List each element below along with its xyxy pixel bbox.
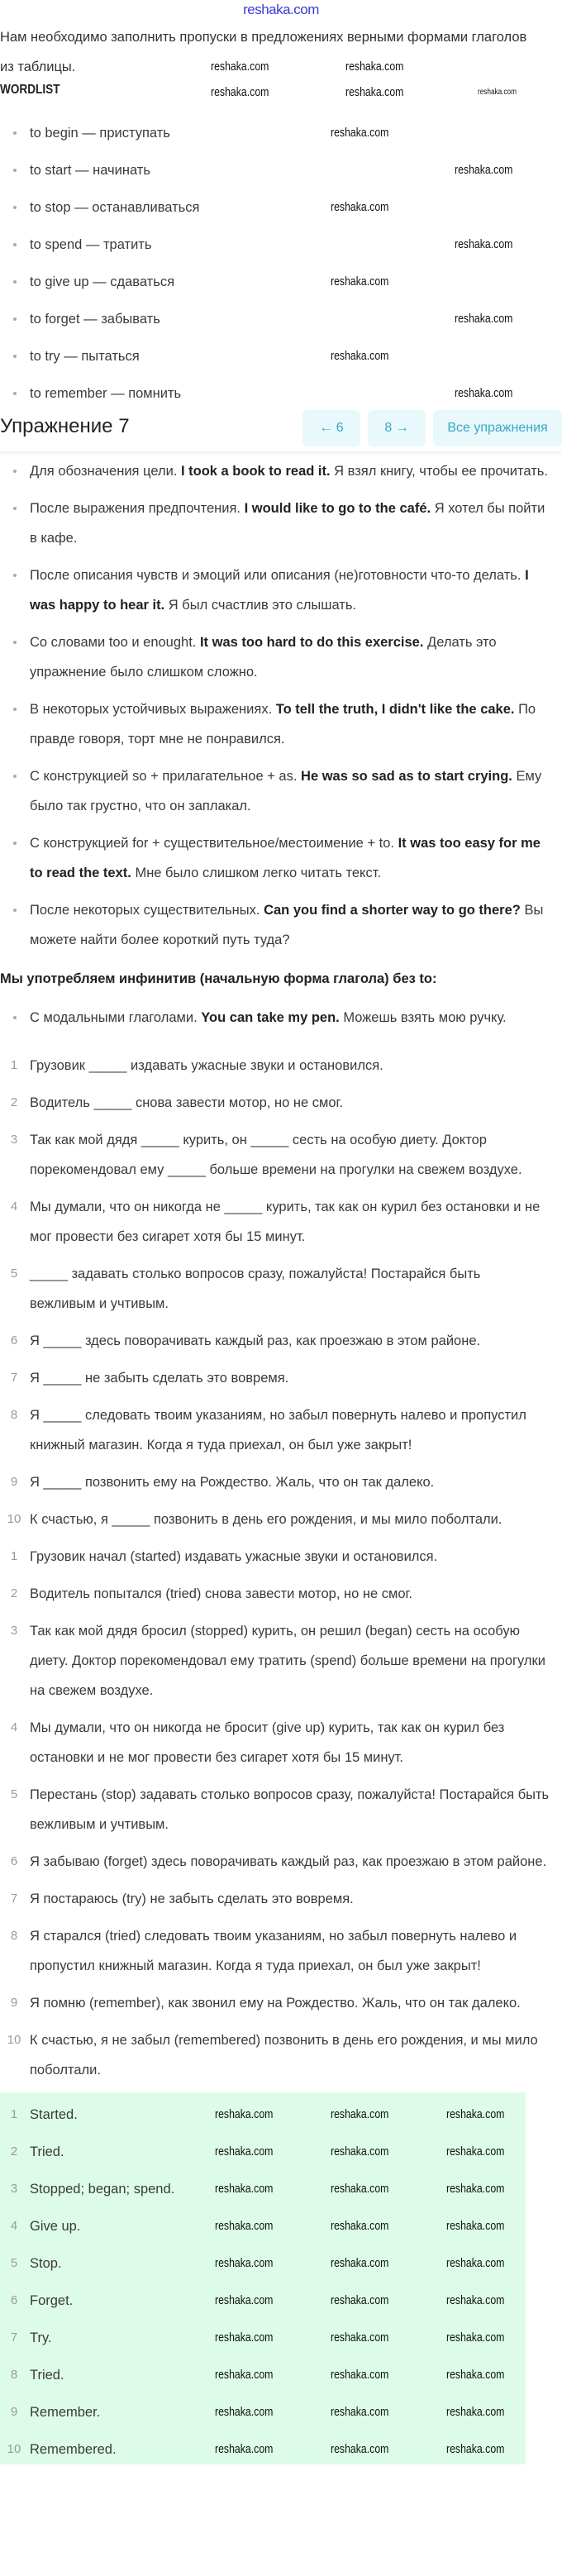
rule-example: You can take my pen. xyxy=(201,1010,340,1025)
rule-item xyxy=(0,1003,554,1033)
rule-example: Can you find a shorter way to go there? xyxy=(264,903,521,918)
wordlist-item xyxy=(0,118,545,148)
answer-item xyxy=(0,2249,526,2278)
answer-item-text: Try. xyxy=(30,2330,52,2345)
watermark-text: reshaka.com xyxy=(446,2442,505,2456)
next-exercise-label: 8 xyxy=(384,421,393,435)
translation-list xyxy=(0,1542,558,2085)
answer-item-text: Stopped; began; spend. xyxy=(30,2182,175,2197)
watermark-text: reshaka.com xyxy=(446,2256,505,2270)
translation-item xyxy=(0,1847,558,1877)
answer-item-text: Tried. xyxy=(30,2144,64,2159)
item-number: 2 xyxy=(10,1095,18,1109)
bullet-icon xyxy=(13,169,17,172)
section-heading-bare-infinitive: Мы употребляем инфинитив (начальную форма глагола) без to: xyxy=(0,971,437,986)
watermark-text: reshaka.com xyxy=(215,2219,274,2233)
wordlist-item xyxy=(0,193,545,222)
watermark-text: reshaka.com xyxy=(331,2368,389,2382)
item-number: 6 xyxy=(10,2293,18,2307)
all-exercises-button[interactable]: Все упражнения xyxy=(433,410,562,446)
item-number: 9 xyxy=(10,1996,18,2010)
watermark-text: reshaka.com xyxy=(446,2368,505,2382)
task-item xyxy=(0,1051,545,1080)
task-item-text: Водитель _____ снова завести мотор, но не смог. xyxy=(30,1095,344,1110)
prev-exercise-button[interactable] xyxy=(302,410,360,446)
translation-item xyxy=(0,2025,558,2085)
wordlist-item xyxy=(0,304,545,334)
task-item xyxy=(0,1326,545,1356)
watermark-text: reshaka.com xyxy=(331,349,389,363)
watermark-text: reshaka.com xyxy=(215,2107,274,2121)
item-number: 8 xyxy=(10,2368,18,2382)
watermark-text: reshaka.com xyxy=(446,2293,505,2307)
bullet-icon xyxy=(13,708,17,711)
item-number: 9 xyxy=(10,2405,18,2419)
wordlist-item xyxy=(0,379,545,408)
answer-item-text: Give up. xyxy=(30,2219,81,2234)
translation-item-text: Я помню (remember), как звонил ему на Рождество. Жаль, что он так далеко. xyxy=(30,1996,521,2011)
translation-item xyxy=(0,1542,558,1572)
task-item xyxy=(0,1505,545,1534)
wordlist-item-text: to remember — помнить xyxy=(30,386,182,401)
task-item-text: Грузовик _____ издавать ужасные звуки и остановился. xyxy=(30,1058,383,1073)
wordlist-title: WORDLIST xyxy=(0,83,60,97)
wordlist-item xyxy=(0,267,545,297)
prev-exercise-label: 6 xyxy=(336,421,344,435)
translation-item xyxy=(0,1713,558,1772)
watermark-text: reshaka.com xyxy=(446,2107,505,2121)
rule-example: It was too hard to do this exercise. xyxy=(199,635,424,650)
wordlist-item-text: to forget — забывать xyxy=(30,312,160,327)
bullet-icon xyxy=(13,909,17,912)
rule-item xyxy=(0,694,554,754)
item-number: 3 xyxy=(10,1133,18,1147)
wordlist-item xyxy=(0,230,545,260)
watermark-text: reshaka.com xyxy=(211,60,269,74)
watermark-text: reshaka.com xyxy=(331,2256,389,2270)
rule-example: I would like to go to the café. xyxy=(244,501,431,516)
answer-item xyxy=(0,2174,526,2204)
item-number: 3 xyxy=(10,2182,18,2196)
bullet-icon xyxy=(13,131,17,135)
item-number: 3 xyxy=(10,1624,18,1638)
wordlist-item-text: to stop — останавливаться xyxy=(30,200,200,215)
answer-item-text: Tried. xyxy=(30,2368,64,2383)
task-item xyxy=(0,1088,545,1118)
rule-translation: Я хотел бы пойти в кафе. xyxy=(30,501,545,546)
wordlist-item-text: to begin — приступать xyxy=(30,126,170,141)
watermark-text: reshaka.com xyxy=(331,2219,389,2233)
item-number: 5 xyxy=(10,1267,18,1281)
item-number: 8 xyxy=(10,1929,18,1943)
rule-item xyxy=(0,828,554,888)
answer-item-text: Stop. xyxy=(30,2256,62,2271)
task-item-text: Я _____ позвонить ему на Рождество. Жаль, что он так далеко. xyxy=(30,1475,435,1490)
task-item-text: _____ задавать столько вопросов сразу, пожалуйста! Постарайся быть вежливым и учтивым. xyxy=(30,1267,481,1311)
item-number: 1 xyxy=(10,1549,18,1563)
watermark-text: reshaka.com xyxy=(478,88,517,97)
watermark-text: reshaka.com xyxy=(215,2293,274,2307)
item-number: 4 xyxy=(10,1200,18,1214)
rule-example: It was too easy for me to read the text. xyxy=(30,836,541,880)
answer-item xyxy=(0,2211,526,2241)
bullet-icon xyxy=(13,842,17,845)
task-item-text: Я _____ следовать твоим указаниям, но забыл повернуть налево и пропустил книжный магазин. Когда я туда приехал, он был уже закрыт! xyxy=(30,1408,526,1453)
answer-item-text: Remember. xyxy=(30,2405,101,2420)
task-item xyxy=(0,1363,545,1393)
answer-item-text: Forget. xyxy=(30,2293,74,2308)
watermark-text: reshaka.com xyxy=(211,85,269,99)
item-number: 10 xyxy=(7,2442,21,2456)
rule-description: После описания чувств и эмоций или описания (не)готовности что-то делать. xyxy=(30,568,526,583)
arrow-left-icon: ← xyxy=(319,421,333,435)
next-exercise-button[interactable] xyxy=(368,410,426,446)
wordlist-item-text: to try — пытаться xyxy=(30,349,140,364)
bullet-icon xyxy=(13,1016,17,1019)
item-number: 1 xyxy=(10,2107,18,2121)
answer-item xyxy=(0,2397,526,2427)
item-number: 4 xyxy=(10,2219,18,2233)
task-item-text: Я _____ здесь поворачивать каждый раз, как проезжаю в этом районе. xyxy=(30,1333,481,1348)
watermark-text: reshaka.com xyxy=(331,2442,389,2456)
task-item-text: Я _____ не забыть сделать это вовремя. xyxy=(30,1371,289,1386)
exercise-header xyxy=(0,405,562,451)
answer-item xyxy=(0,2100,526,2130)
rule-translation: Я был счастлив это слышать. xyxy=(164,598,357,613)
task-item-text: Так как мой дядя _____ курить, он _____ сесть на особую диету. Доктор порекомендовал ему _____ больше времени на прогулки на свежем воздухе. xyxy=(30,1133,522,1177)
watermark-text: reshaka.com xyxy=(455,163,513,177)
translation-item-text: Так как мой дядя бросил (stopped) курить, он решил (began) сесть на особую диету. Доктор порекомендовал ему тратить (spend) больше времени на прогулки на свежем воздухе. xyxy=(30,1624,545,1698)
translation-item-text: Водитель попытался (tried) снова завести мотор, но не смог. xyxy=(30,1586,413,1601)
answer-item xyxy=(0,2137,526,2167)
watermark-text: reshaka.com xyxy=(345,60,404,74)
rule-translation: Делать это упражнение было слишком сложно. xyxy=(30,635,497,680)
translation-item-text: Я постараюсь (try) не забыть сделать это вовремя. xyxy=(30,1891,354,1906)
rule-item xyxy=(0,456,554,486)
item-number: 2 xyxy=(10,1586,18,1600)
rule-description: С модальными глаголами. xyxy=(30,1010,202,1025)
rule-translation: По правде говоря, торт мне не понравился. xyxy=(30,702,536,747)
item-number: 7 xyxy=(10,2330,18,2345)
exercise-content xyxy=(0,456,562,2472)
watermark-text: reshaka.com xyxy=(446,2219,505,2233)
watermark-text: reshaka.com xyxy=(331,2293,389,2307)
translation-item-text: Перестань (stop) задавать столько вопросов сразу, пожалуйста! Постарайся быть вежливым и учтивым. xyxy=(30,1787,550,1832)
rule-item xyxy=(0,494,554,553)
wordlist-item-text: to start — начинать xyxy=(30,163,150,178)
task-list xyxy=(0,1051,545,1534)
answer-item-text: Started. xyxy=(30,2107,78,2122)
rule-description: С конструкцией for + существительное/местоимение + to. xyxy=(30,836,398,851)
watermark-text: reshaka.com xyxy=(446,2144,505,2159)
item-number: 8 xyxy=(10,1408,18,1422)
watermark-text: reshaka.com xyxy=(215,2330,274,2345)
exercise-instructions: Нам необходимо заполнить пропуски в предложениях верными формами глаголов из таблицы. xyxy=(0,30,527,74)
rule-translation: Вы можете найти более короткий путь туда? xyxy=(30,903,544,947)
wordlist-item-text: to give up — сдаваться xyxy=(30,274,175,289)
bare-infinitive-rules xyxy=(0,1003,554,1033)
bullet-icon xyxy=(13,574,17,577)
item-number: 7 xyxy=(10,1371,18,1385)
rule-item xyxy=(0,761,554,821)
translation-item-text: Я забываю (forget) здесь поворачивать каждый раз, как проезжаю в этом районе. xyxy=(30,1854,547,1869)
watermark-text: reshaka.com xyxy=(455,312,513,326)
rule-description: После выражения предпочтения. xyxy=(30,501,245,516)
bullet-icon xyxy=(13,775,17,778)
translation-item xyxy=(0,1988,558,2018)
watermark-text: reshaka.com xyxy=(331,2182,389,2196)
item-number: 2 xyxy=(10,2144,18,2159)
rule-translation: Можешь взять мою ручку. xyxy=(339,1010,507,1025)
item-number: 1 xyxy=(10,1058,18,1072)
watermark-text: reshaka.com xyxy=(331,126,389,140)
task-item xyxy=(0,1125,545,1185)
task-item xyxy=(0,1192,545,1252)
bullet-icon xyxy=(13,392,17,395)
bullet-icon xyxy=(13,317,17,321)
rule-description: В некоторых устойчивых выражениях. xyxy=(30,702,276,717)
rule-item xyxy=(0,627,554,687)
watermark-text: reshaka.com xyxy=(215,2442,274,2456)
rule-example: I took a book to read it. xyxy=(180,464,331,479)
bullet-icon xyxy=(13,355,17,358)
item-number: 5 xyxy=(10,2256,18,2270)
bullet-icon xyxy=(13,280,17,284)
site-logo-link[interactable]: reshaka.com xyxy=(243,2,319,17)
task-item-text: Мы думали, что он никогда не _____ курить, так как он курил без остановки и не мог провести без сигарет хотя бы 15 минут. xyxy=(30,1200,541,1244)
item-number: 9 xyxy=(10,1475,18,1489)
rule-example: I was happy to hear it. xyxy=(30,568,529,613)
item-number: 5 xyxy=(10,1787,18,1801)
item-number: 6 xyxy=(10,1854,18,1868)
answer-item-text: Remembered. xyxy=(30,2442,117,2457)
rule-translation: Ему было так грустно, что он заплакал. xyxy=(30,769,542,813)
answer-item xyxy=(0,2323,526,2353)
watermark-text: reshaka.com xyxy=(215,2182,274,2196)
rule-description: После некоторых существительных. xyxy=(30,903,264,918)
translation-item-text: Мы думали, что он никогда не бросит (give up) курить, так как он курил без остановки и не мог провести без сигарет хотя бы 15 минут. xyxy=(30,1720,505,1765)
bullet-icon xyxy=(13,243,17,246)
item-number: 7 xyxy=(10,1891,18,1906)
watermark-text: reshaka.com xyxy=(446,2405,505,2419)
answer-item xyxy=(0,2435,526,2464)
watermark-text: reshaka.com xyxy=(345,85,404,99)
watermark-text: reshaka.com xyxy=(331,2405,389,2419)
bullet-icon xyxy=(13,206,17,209)
wordlist-item xyxy=(0,155,545,185)
rule-item xyxy=(0,561,554,620)
arrow-right-icon: → xyxy=(395,421,409,435)
answers-panel xyxy=(0,2092,526,2464)
watermark-text: reshaka.com xyxy=(455,237,513,251)
rule-description: С конструкцией so + прилагательное + as. xyxy=(30,769,302,784)
rule-translation: Мне было слишком легко читать текст. xyxy=(131,866,382,880)
answer-item xyxy=(0,2360,526,2390)
translation-item-text: Я старался (tried) следовать твоим указаниям, но забыл повернуть налево и пропустил книжный магазин. Когда я туда приехал, он был уже закрыт! xyxy=(30,1929,517,1973)
wordlist xyxy=(0,118,545,416)
item-number: 6 xyxy=(10,1333,18,1348)
watermark-text: reshaka.com xyxy=(331,200,389,214)
watermark-text: reshaka.com xyxy=(331,2144,389,2159)
rule-example: He was so sad as to start crying. xyxy=(301,769,512,784)
translation-item xyxy=(0,1921,558,1981)
task-item-text: К счастью, я _____ позвонить в день его рождения, и мы мило поболтали. xyxy=(30,1512,502,1527)
bullet-icon xyxy=(13,507,17,510)
watermark-text: reshaka.com xyxy=(446,2330,505,2345)
wordlist-item-text: to spend — тратить xyxy=(30,237,152,252)
rule-item xyxy=(0,895,554,955)
watermark-text: reshaka.com xyxy=(331,2107,389,2121)
watermark-text: reshaka.com xyxy=(331,2330,389,2345)
rule-translation: Я взял книгу, чтобы ее прочитать. xyxy=(330,464,548,479)
translation-item xyxy=(0,1780,558,1839)
translation-item-text: Грузовик начал (started) издавать ужасные звуки и остановился. xyxy=(30,1549,438,1564)
rule-description: Для обозначения цели. xyxy=(30,464,181,479)
rule-example: To tell the truth, I didn't like the cake. xyxy=(275,702,515,717)
rule-description: Со словами too и enought. xyxy=(30,635,200,650)
task-item xyxy=(0,1467,545,1497)
watermark-text: reshaka.com xyxy=(446,2182,505,2196)
bullet-icon xyxy=(13,641,17,644)
infinitive-with-to-rules xyxy=(0,456,554,955)
watermark-text: reshaka.com xyxy=(215,2256,274,2270)
translation-item xyxy=(0,1884,558,1914)
item-number: 10 xyxy=(7,1512,21,1526)
exercise-title: Упражнение 7 xyxy=(0,415,130,437)
item-number: 10 xyxy=(7,2033,21,2047)
bullet-icon xyxy=(13,470,17,473)
wordlist-item xyxy=(0,341,545,371)
translation-item-text: К счастью, я не забыл (remembered) позвонить в день его рождения, и мы мило поболтали. xyxy=(30,2033,538,2077)
translation-item xyxy=(0,1616,558,1705)
watermark-text: reshaka.com xyxy=(215,2405,274,2419)
task-item xyxy=(0,1259,545,1319)
watermark-text: reshaka.com xyxy=(215,2368,274,2382)
watermark-text: reshaka.com xyxy=(331,274,389,289)
answer-item xyxy=(0,2286,526,2316)
item-number: 4 xyxy=(10,1720,18,1734)
task-item xyxy=(0,1400,545,1460)
watermark-text: reshaka.com xyxy=(215,2144,274,2159)
watermark-text: reshaka.com xyxy=(455,386,513,400)
translation-item xyxy=(0,1579,558,1609)
